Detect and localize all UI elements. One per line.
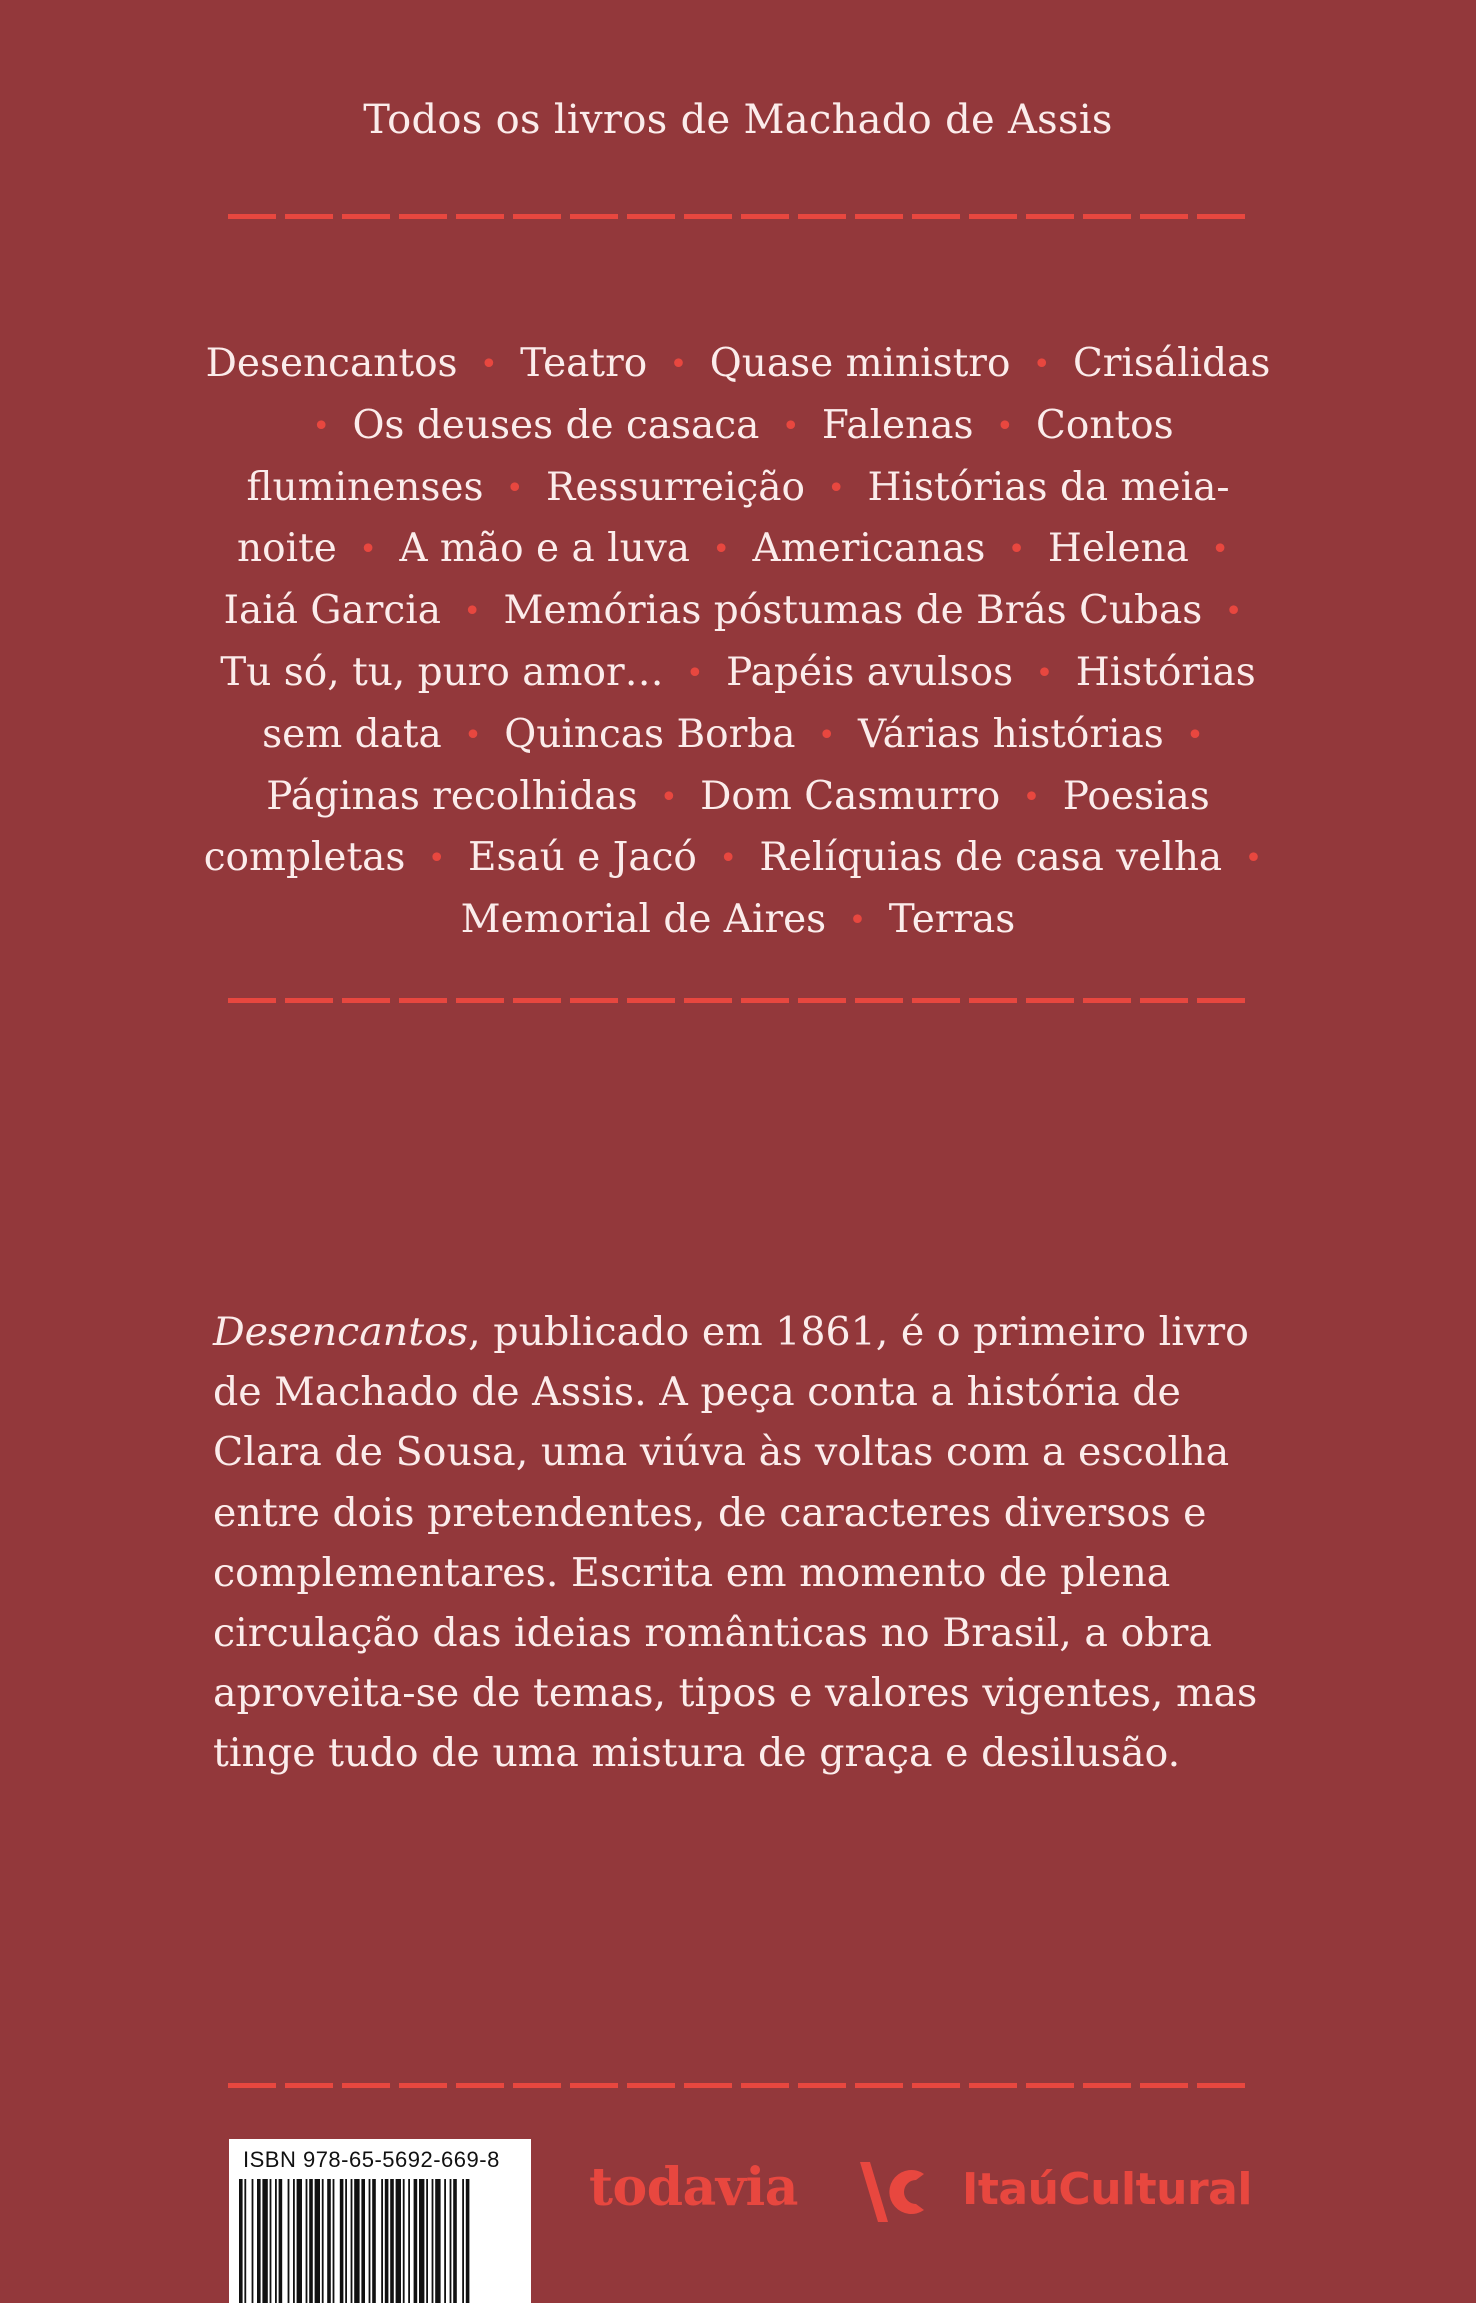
bullet-separator-icon: • <box>359 532 377 568</box>
bullet-separator-icon: • <box>1224 594 1243 630</box>
book-title: Os deuses de casaca <box>352 402 760 448</box>
bullet-separator-icon: • <box>1211 532 1229 568</box>
book-title: Páginas recolhidas <box>266 773 638 819</box>
todavia-logo: todavia <box>589 2157 798 2218</box>
series-heading: Todos os livros de Machado de Assis <box>363 97 1113 143</box>
bullet-separator-icon: • <box>505 470 524 506</box>
book-title: Falenas <box>821 402 974 448</box>
itau-cultural-logo: ItaúCultural <box>962 2164 1252 2215</box>
book-title: Ressurreição <box>545 464 805 510</box>
book-title: Tu só, tu, puro amor… <box>220 649 664 695</box>
bullet-separator-icon: • <box>1035 655 1054 691</box>
book-title: Iaiá Garcia <box>223 588 442 634</box>
book-title: Quincas Borba <box>504 711 796 757</box>
bullet-separator-icon: • <box>427 841 446 877</box>
bullet-separator-icon: • <box>712 532 731 568</box>
bullet-separator-icon: • <box>1022 779 1041 815</box>
book-title: Memórias póstumas de Brás Cubas <box>503 588 1203 634</box>
barcode-icon <box>239 2179 521 2303</box>
book-title: Papéis avulsos <box>726 649 1014 695</box>
dashed-divider-bottom <box>228 2083 1248 2088</box>
dashed-divider-top <box>228 214 1248 219</box>
book-title: Poesias completas <box>203 773 1210 881</box>
book-title: Memorial de Aires <box>460 897 827 943</box>
bullet-separator-icon: • <box>1244 841 1263 877</box>
book-title: Relíquias de casa velha <box>759 835 1223 881</box>
bullet-separator-icon: • <box>1007 532 1026 568</box>
bullet-separator-icon: • <box>995 408 1014 444</box>
book-title: Esaú e Jacó <box>467 835 697 881</box>
isbn-number: ISBN 978-65-5692-669-8 <box>243 2147 500 2172</box>
bullet-separator-icon: • <box>464 717 482 753</box>
book-title: Histórias da meia-noite <box>237 464 1230 572</box>
book-title: Histórias sem data <box>262 649 1256 757</box>
book-title: Desencantos <box>205 341 458 386</box>
bullet-separator-icon: • <box>1186 717 1204 753</box>
description-text: , publicado em 1861, é o primeiro livro de Machado de Assis. A peça conta a história de Clara de Sousa, uma viúva às voltas com a escolha entre dois pretendentes, de caracteres diversos e complementares. Escrita em momento de plena circulação das ideias românticas no Brasil, a obra aproveita-se de temas, tipos e valores vigentes, mas tinge tudo de uma mistura de graça e desilusão. <box>213 1309 1258 1777</box>
book-title: Teatro <box>520 341 648 386</box>
bullet-separator-icon: • <box>781 408 800 444</box>
book-title: Americanas <box>752 526 986 572</box>
book-title: Crisálidas <box>1072 341 1271 386</box>
book-title: Várias histórias <box>857 711 1164 757</box>
bullet-separator-icon: • <box>686 655 704 691</box>
bullet-separator-icon: • <box>669 347 688 382</box>
book-title: Quase ministro <box>709 341 1011 386</box>
book-title: Dom Casmurro <box>700 773 1001 819</box>
description-book-title: Desencantos <box>213 1309 469 1355</box>
book-description <box>213 1302 1273 1784</box>
bullet-separator-icon: • <box>827 470 846 506</box>
dashed-divider-middle <box>228 998 1248 1003</box>
bullet-separator-icon: • <box>817 717 836 753</box>
bullet-separator-icon: • <box>719 841 738 877</box>
bullet-separator-icon: • <box>312 408 331 444</box>
book-title: Terras <box>888 897 1016 943</box>
isbn-barcode <box>229 2139 531 2303</box>
bullet-separator-icon: • <box>660 779 678 815</box>
bullet-separator-icon: • <box>1032 347 1051 382</box>
book-title: A mão e a luva <box>399 526 691 572</box>
bullet-separator-icon: • <box>463 594 482 630</box>
itau-cultural-mark-icon <box>858 2160 928 2224</box>
bullet-separator-icon: • <box>848 903 867 939</box>
book-title: Helena <box>1047 526 1189 572</box>
book-list <box>198 334 1278 952</box>
book-title: Contos fluminenses <box>246 402 1174 510</box>
bullet-separator-icon: • <box>479 347 498 382</box>
